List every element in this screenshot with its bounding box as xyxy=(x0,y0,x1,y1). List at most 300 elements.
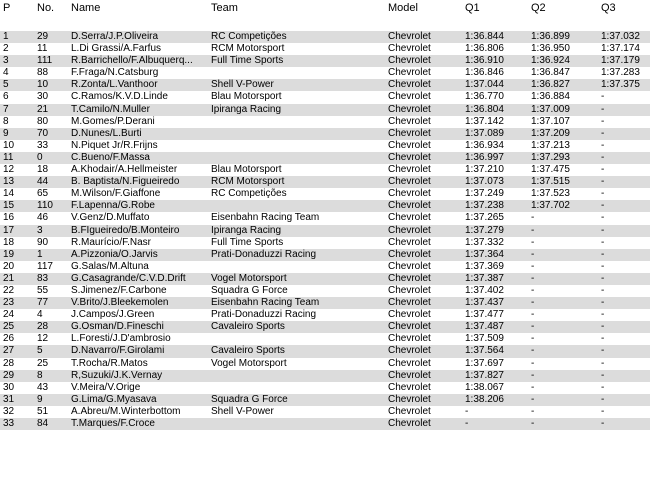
cell-q1: 1:37.332 xyxy=(465,236,504,248)
header-q3: Q3 xyxy=(601,2,616,14)
cell-q2: - xyxy=(531,393,535,405)
header-p: P xyxy=(3,2,11,14)
cell-no: 111 xyxy=(37,55,53,67)
cell-p: 23 xyxy=(3,297,15,309)
cell-name: D.Nunes/L.Burti xyxy=(71,127,142,139)
cell-p: 25 xyxy=(3,321,15,333)
cell-model: Chevrolet xyxy=(388,188,431,200)
cell-name: T.Marques/F.Croce xyxy=(71,418,155,429)
table-row xyxy=(0,309,650,321)
cell-q2: - xyxy=(531,284,535,296)
cell-q1: 1:37.402 xyxy=(465,284,504,296)
cell-team: RC Competições xyxy=(211,188,287,200)
cell-q1: 1:36.806 xyxy=(465,43,504,55)
cell-p: 12 xyxy=(3,164,15,176)
cell-q2: - xyxy=(531,333,535,345)
cell-q3: - xyxy=(601,405,605,417)
cell-q1: 1:37.697 xyxy=(465,357,504,369)
cell-q1: 1:36.997 xyxy=(465,151,504,163)
cell-no: 18 xyxy=(37,164,49,176)
cell-p: 32 xyxy=(3,405,15,417)
cell-team xyxy=(211,140,361,152)
table-row xyxy=(0,200,650,212)
cell-name: D.Navarro/F.Girolami xyxy=(71,345,165,357)
table-row xyxy=(0,345,650,357)
cell-no: 30 xyxy=(37,91,49,103)
cell-name: G.Salas/M.Altuna xyxy=(71,260,149,272)
table-row xyxy=(0,152,650,164)
cell-p: 16 xyxy=(3,212,15,224)
cell-q2: - xyxy=(531,405,535,417)
cell-no: 9 xyxy=(37,393,43,405)
cell-q1: 1:36.770 xyxy=(465,91,504,103)
table-row xyxy=(0,91,650,103)
header-model: Model xyxy=(388,2,418,14)
cell-team xyxy=(211,200,361,212)
cell-no: 0 xyxy=(37,151,43,163)
cell-p: 15 xyxy=(3,200,15,212)
cell-p: 26 xyxy=(3,333,15,345)
cell-team xyxy=(211,116,361,128)
cell-q3: - xyxy=(601,139,605,151)
cell-q2: 1:37.209 xyxy=(531,127,570,139)
cell-q2: - xyxy=(531,369,535,381)
cell-q1: 1:37.265 xyxy=(465,212,504,224)
cell-q3: - xyxy=(601,151,605,163)
header-q1: Q1 xyxy=(465,2,480,14)
cell-q3: 1:37.283 xyxy=(601,67,640,79)
cell-no: 43 xyxy=(37,381,49,393)
cell-q2: - xyxy=(531,272,535,284)
cell-name: R.Zonta/L.Vanthoor xyxy=(71,79,158,91)
cell-q3: - xyxy=(601,418,605,429)
cell-name: V.Genz/D.Muffato xyxy=(71,212,150,224)
cell-model: Chevrolet xyxy=(388,369,431,381)
cell-q2: 1:36.924 xyxy=(531,55,570,67)
cell-q3: 1:37.375 xyxy=(601,79,640,91)
cell-model: Chevrolet xyxy=(388,31,431,42)
cell-q1: 1:37.487 xyxy=(465,321,504,333)
cell-q1: 1:37.044 xyxy=(465,79,504,91)
cell-q3: - xyxy=(601,176,605,188)
table-row xyxy=(0,55,650,67)
cell-q1: 1:36.910 xyxy=(465,55,504,67)
cell-team xyxy=(211,370,361,382)
cell-q2: 1:36.827 xyxy=(531,79,570,91)
cell-q1: 1:37.509 xyxy=(465,333,504,345)
cell-model: Chevrolet xyxy=(388,43,431,55)
table-row xyxy=(0,297,650,309)
cell-name: G.Osman/D.Fineschi xyxy=(71,321,164,333)
cell-q2: 1:36.847 xyxy=(531,67,570,79)
cell-model: Chevrolet xyxy=(388,127,431,139)
cell-q1: 1:36.934 xyxy=(465,139,504,151)
cell-no: 21 xyxy=(37,103,49,115)
cell-q3: - xyxy=(601,248,605,260)
cell-team: Eisenbahn Racing Team xyxy=(211,212,320,224)
cell-p: 21 xyxy=(3,272,15,284)
cell-q2: - xyxy=(531,321,535,333)
table-row xyxy=(0,225,650,237)
cell-model: Chevrolet xyxy=(388,164,431,176)
cell-q3: - xyxy=(601,260,605,272)
cell-q3: - xyxy=(601,127,605,139)
cell-q3: - xyxy=(601,284,605,296)
table-row xyxy=(0,116,650,128)
cell-q1: 1:37.827 xyxy=(465,369,504,381)
cell-team: Vogel Motorsport xyxy=(211,357,287,369)
cell-p: 2 xyxy=(3,43,9,55)
cell-q2: - xyxy=(531,297,535,309)
cell-team: RCM Motorsport xyxy=(211,43,285,55)
cell-team: Full Time Sports xyxy=(211,55,284,67)
table-row xyxy=(0,394,650,406)
cell-p: 17 xyxy=(3,224,15,236)
cell-q3: - xyxy=(601,333,605,345)
table-row xyxy=(0,261,650,273)
cell-model: Chevrolet xyxy=(388,393,431,405)
cell-team: Ipiranga Racing xyxy=(211,224,282,236)
cell-p: 28 xyxy=(3,357,15,369)
cell-name: A.Khodair/A.Hellmeister xyxy=(71,164,178,176)
cell-q1: 1:37.387 xyxy=(465,272,504,284)
cell-name: V.Meira/V.Orige xyxy=(71,381,141,393)
cell-no: 117 xyxy=(37,260,53,272)
cell-no: 5 xyxy=(37,345,43,357)
cell-p: 6 xyxy=(3,91,9,103)
cell-no: 51 xyxy=(37,405,49,417)
cell-team: RC Competições xyxy=(211,31,287,42)
cell-p: 4 xyxy=(3,67,9,79)
table-row xyxy=(0,418,650,430)
cell-name: A.Abreu/M.Winterbottom xyxy=(71,405,181,417)
cell-q3: - xyxy=(601,200,605,212)
cell-q3: - xyxy=(601,188,605,200)
cell-team: Shell V-Power xyxy=(211,79,274,91)
cell-name: M.Wilson/F.Giaffone xyxy=(71,188,161,200)
cell-no: 90 xyxy=(37,236,49,248)
table-row xyxy=(0,128,650,140)
cell-no: 44 xyxy=(37,176,49,188)
cell-team xyxy=(211,382,361,394)
cell-no: 77 xyxy=(37,297,49,309)
header-team: Team xyxy=(211,2,238,14)
cell-model: Chevrolet xyxy=(388,200,431,212)
cell-p: 8 xyxy=(3,115,9,127)
cell-p: 27 xyxy=(3,345,15,357)
cell-model: Chevrolet xyxy=(388,309,431,321)
cell-q1: 1:37.437 xyxy=(465,297,504,309)
cell-p: 30 xyxy=(3,381,15,393)
cell-name: L.Di Grassi/A.Farfus xyxy=(71,43,162,55)
cell-team xyxy=(211,152,361,164)
cell-p: 18 xyxy=(3,236,15,248)
cell-team: Shell V-Power xyxy=(211,405,274,417)
cell-p: 24 xyxy=(3,309,15,321)
cell-q1: 1:36.804 xyxy=(465,103,504,115)
cell-q1: 1:37.089 xyxy=(465,127,504,139)
table-row xyxy=(0,43,650,55)
cell-p: 10 xyxy=(3,139,15,151)
cell-model: Chevrolet xyxy=(388,345,431,357)
cell-team xyxy=(211,67,361,79)
cell-name: B. Baptista/N.Figueiredo xyxy=(71,176,180,188)
cell-name: F.Lapenna/G.Robe xyxy=(71,200,155,212)
cell-team: Ipiranga Racing xyxy=(211,103,282,115)
table-row xyxy=(0,285,650,297)
cell-model: Chevrolet xyxy=(388,248,431,260)
cell-model: Chevrolet xyxy=(388,67,431,79)
cell-no: 3 xyxy=(37,224,43,236)
cell-q1: 1:38.067 xyxy=(465,381,504,393)
cell-q1: 1:37.477 xyxy=(465,309,504,321)
cell-q1: 1:37.142 xyxy=(465,115,504,127)
header-q2: Q2 xyxy=(531,2,546,14)
cell-model: Chevrolet xyxy=(388,284,431,296)
table-row xyxy=(0,406,650,418)
table-row xyxy=(0,321,650,333)
cell-team: Cavaleiro Sports xyxy=(211,321,285,333)
cell-name: A.Pizzonia/O.Jarvis xyxy=(71,248,158,260)
table-row xyxy=(0,164,650,176)
cell-p: 11 xyxy=(3,151,14,163)
cell-team: RCM Motorsport xyxy=(211,176,285,188)
cell-q2: 1:37.009 xyxy=(531,103,570,115)
cell-q1: 1:37.210 xyxy=(465,164,504,176)
cell-q3: - xyxy=(601,369,605,381)
cell-q2: - xyxy=(531,236,535,248)
cell-q3: - xyxy=(601,297,605,309)
cell-q3: - xyxy=(601,345,605,357)
cell-name: T.Camilo/N.Muller xyxy=(71,103,150,115)
cell-team: Vogel Motorsport xyxy=(211,272,287,284)
cell-model: Chevrolet xyxy=(388,176,431,188)
cell-model: Chevrolet xyxy=(388,357,431,369)
header-no: No. xyxy=(37,2,55,14)
cell-name: G.Lima/G.Myasava xyxy=(71,393,157,405)
cell-q2: - xyxy=(531,309,535,321)
cell-p: 20 xyxy=(3,260,15,272)
table-row xyxy=(0,333,650,345)
cell-p: 1 xyxy=(3,31,9,42)
cell-name: S.Jimenez/F.Carbone xyxy=(71,284,167,296)
cell-no: 8 xyxy=(37,369,43,381)
cell-name: G.Casagrande/C.V.D.Drift xyxy=(71,272,186,284)
cell-p: 9 xyxy=(3,127,9,139)
cell-p: 31 xyxy=(3,393,15,405)
table-row xyxy=(0,104,650,116)
cell-team xyxy=(211,261,361,273)
cell-model: Chevrolet xyxy=(388,260,431,272)
cell-q2: 1:36.950 xyxy=(531,43,570,55)
cell-q3: - xyxy=(601,393,605,405)
cell-q2: - xyxy=(531,212,535,224)
cell-model: Chevrolet xyxy=(388,224,431,236)
cell-q3: 1:37.179 xyxy=(601,55,640,67)
cell-q1: 1:37.249 xyxy=(465,188,504,200)
cell-name: D.Serra/J.P.Oliveira xyxy=(71,31,159,42)
cell-q3: - xyxy=(601,164,605,176)
table-row xyxy=(0,188,650,200)
cell-model: Chevrolet xyxy=(388,381,431,393)
cell-q2: 1:36.899 xyxy=(531,31,570,42)
cell-q1: 1:36.846 xyxy=(465,67,504,79)
table-row xyxy=(0,79,650,91)
cell-no: 83 xyxy=(37,272,49,284)
table-row xyxy=(0,382,650,394)
cell-model: Chevrolet xyxy=(388,79,431,91)
cell-q2: 1:37.475 xyxy=(531,164,570,176)
cell-q2: - xyxy=(531,248,535,260)
cell-no: 25 xyxy=(37,357,49,369)
cell-q2: 1:37.702 xyxy=(531,200,570,212)
table-row xyxy=(0,176,650,188)
table-row xyxy=(0,370,650,382)
cell-q2: 1:37.523 xyxy=(531,188,570,200)
cell-q2: - xyxy=(531,381,535,393)
cell-no: 1 xyxy=(37,248,43,260)
cell-q3: - xyxy=(601,224,605,236)
table-row xyxy=(0,67,650,79)
cell-name: C.Ramos/K.V.D.Linde xyxy=(71,91,168,103)
table-row xyxy=(0,237,650,249)
cell-team xyxy=(211,333,361,345)
cell-model: Chevrolet xyxy=(388,321,431,333)
table-header xyxy=(0,0,650,17)
table-row xyxy=(0,358,650,370)
cell-p: 33 xyxy=(3,418,15,429)
cell-team: Prati-Donaduzzi Racing xyxy=(211,309,317,321)
cell-team: Squadra G Force xyxy=(211,284,288,296)
results-table xyxy=(0,31,650,430)
cell-q2: - xyxy=(531,260,535,272)
cell-no: 80 xyxy=(37,115,49,127)
cell-model: Chevrolet xyxy=(388,151,431,163)
cell-no: 33 xyxy=(37,139,49,151)
cell-model: Chevrolet xyxy=(388,272,431,284)
cell-model: Chevrolet xyxy=(388,55,431,67)
table-row xyxy=(0,249,650,261)
cell-q3: 1:37.032 xyxy=(601,31,640,42)
cell-no: 10 xyxy=(37,79,49,91)
cell-model: Chevrolet xyxy=(388,405,431,417)
cell-q3: - xyxy=(601,321,605,333)
cell-p: 14 xyxy=(3,188,15,200)
cell-q3: - xyxy=(601,272,605,284)
cell-model: Chevrolet xyxy=(388,297,431,309)
cell-q2: 1:37.213 xyxy=(531,139,570,151)
cell-no: 28 xyxy=(37,321,49,333)
cell-no: 12 xyxy=(37,333,49,345)
cell-q1: - xyxy=(465,405,469,417)
cell-q2: 1:36.884 xyxy=(531,91,570,103)
cell-model: Chevrolet xyxy=(388,212,431,224)
table-row xyxy=(0,212,650,224)
cell-no: 4 xyxy=(37,309,43,321)
cell-team xyxy=(211,418,361,430)
cell-name: F.Fraga/N.Catsburg xyxy=(71,67,159,79)
cell-p: 22 xyxy=(3,284,15,296)
cell-model: Chevrolet xyxy=(388,333,431,345)
cell-q1: 1:38.206 xyxy=(465,393,504,405)
cell-p: 19 xyxy=(3,248,15,260)
cell-name: M.Gomes/P.Derani xyxy=(71,115,155,127)
cell-q1: 1:36.844 xyxy=(465,31,504,42)
cell-q2: 1:37.293 xyxy=(531,151,570,163)
cell-model: Chevrolet xyxy=(388,91,431,103)
cell-p: 5 xyxy=(3,79,9,91)
cell-team: Prati-Donaduzzi Racing xyxy=(211,248,317,260)
cell-q2: 1:37.107 xyxy=(531,115,570,127)
cell-no: 88 xyxy=(37,67,49,79)
cell-team: Eisenbahn Racing Team xyxy=(211,297,320,309)
cell-name: N.Piquet Jr/R.Frijns xyxy=(71,139,158,151)
cell-no: 110 xyxy=(37,200,53,212)
cell-q3: - xyxy=(601,91,605,103)
cell-model: Chevrolet xyxy=(388,418,431,429)
cell-q1: 1:37.238 xyxy=(465,200,504,212)
cell-q3: - xyxy=(601,357,605,369)
cell-p: 7 xyxy=(3,103,9,115)
cell-team xyxy=(211,128,361,140)
cell-name: R.Barrichello/F.Albuquerq... xyxy=(71,55,193,67)
cell-name: L.Foresti/J.D'ambrosio xyxy=(71,333,171,345)
cell-q3: - xyxy=(601,212,605,224)
cell-q1: 1:37.364 xyxy=(465,248,504,260)
cell-q3: - xyxy=(601,381,605,393)
cell-q3: - xyxy=(601,236,605,248)
cell-no: 84 xyxy=(37,418,49,429)
cell-q1: 1:37.369 xyxy=(465,260,504,272)
header-name: Name xyxy=(71,2,101,14)
cell-q1: - xyxy=(465,418,469,429)
cell-q1: 1:37.564 xyxy=(465,345,504,357)
cell-team: Squadra G Force xyxy=(211,393,288,405)
cell-q1: 1:37.279 xyxy=(465,224,504,236)
cell-no: 70 xyxy=(37,127,49,139)
cell-no: 46 xyxy=(37,212,49,224)
cell-name: C.Bueno/F.Massa xyxy=(71,151,150,163)
cell-no: 11 xyxy=(37,43,48,55)
cell-q3: - xyxy=(601,309,605,321)
cell-name: B.FIgueiredo/B.Monteiro xyxy=(71,224,180,236)
cell-name: R.Maurício/F.Nasr xyxy=(71,236,152,248)
cell-name: R,Suzuki/J.K.Vernay xyxy=(71,369,163,381)
cell-q2: - xyxy=(531,224,535,236)
cell-no: 29 xyxy=(37,31,49,42)
cell-q2: 1:37.515 xyxy=(531,176,570,188)
cell-p: 29 xyxy=(3,369,15,381)
cell-no: 55 xyxy=(37,284,49,296)
table-row xyxy=(0,273,650,285)
cell-q2: - xyxy=(531,418,535,429)
cell-model: Chevrolet xyxy=(388,115,431,127)
cell-p: 3 xyxy=(3,55,9,67)
cell-team: Full Time Sports xyxy=(211,236,284,248)
cell-team: Blau Motorsport xyxy=(211,91,282,103)
cell-no: 65 xyxy=(37,188,49,200)
cell-p: 13 xyxy=(3,176,15,188)
cell-q1: 1:37.073 xyxy=(465,176,504,188)
cell-model: Chevrolet xyxy=(388,139,431,151)
table-row xyxy=(0,140,650,152)
cell-q3: 1:37.174 xyxy=(601,43,640,55)
cell-q3: - xyxy=(601,103,605,115)
cell-q2: - xyxy=(531,357,535,369)
cell-q2: - xyxy=(531,345,535,357)
cell-name: T.Rocha/R.Matos xyxy=(71,357,148,369)
cell-name: V.Brito/J.Bleekemolen xyxy=(71,297,169,309)
